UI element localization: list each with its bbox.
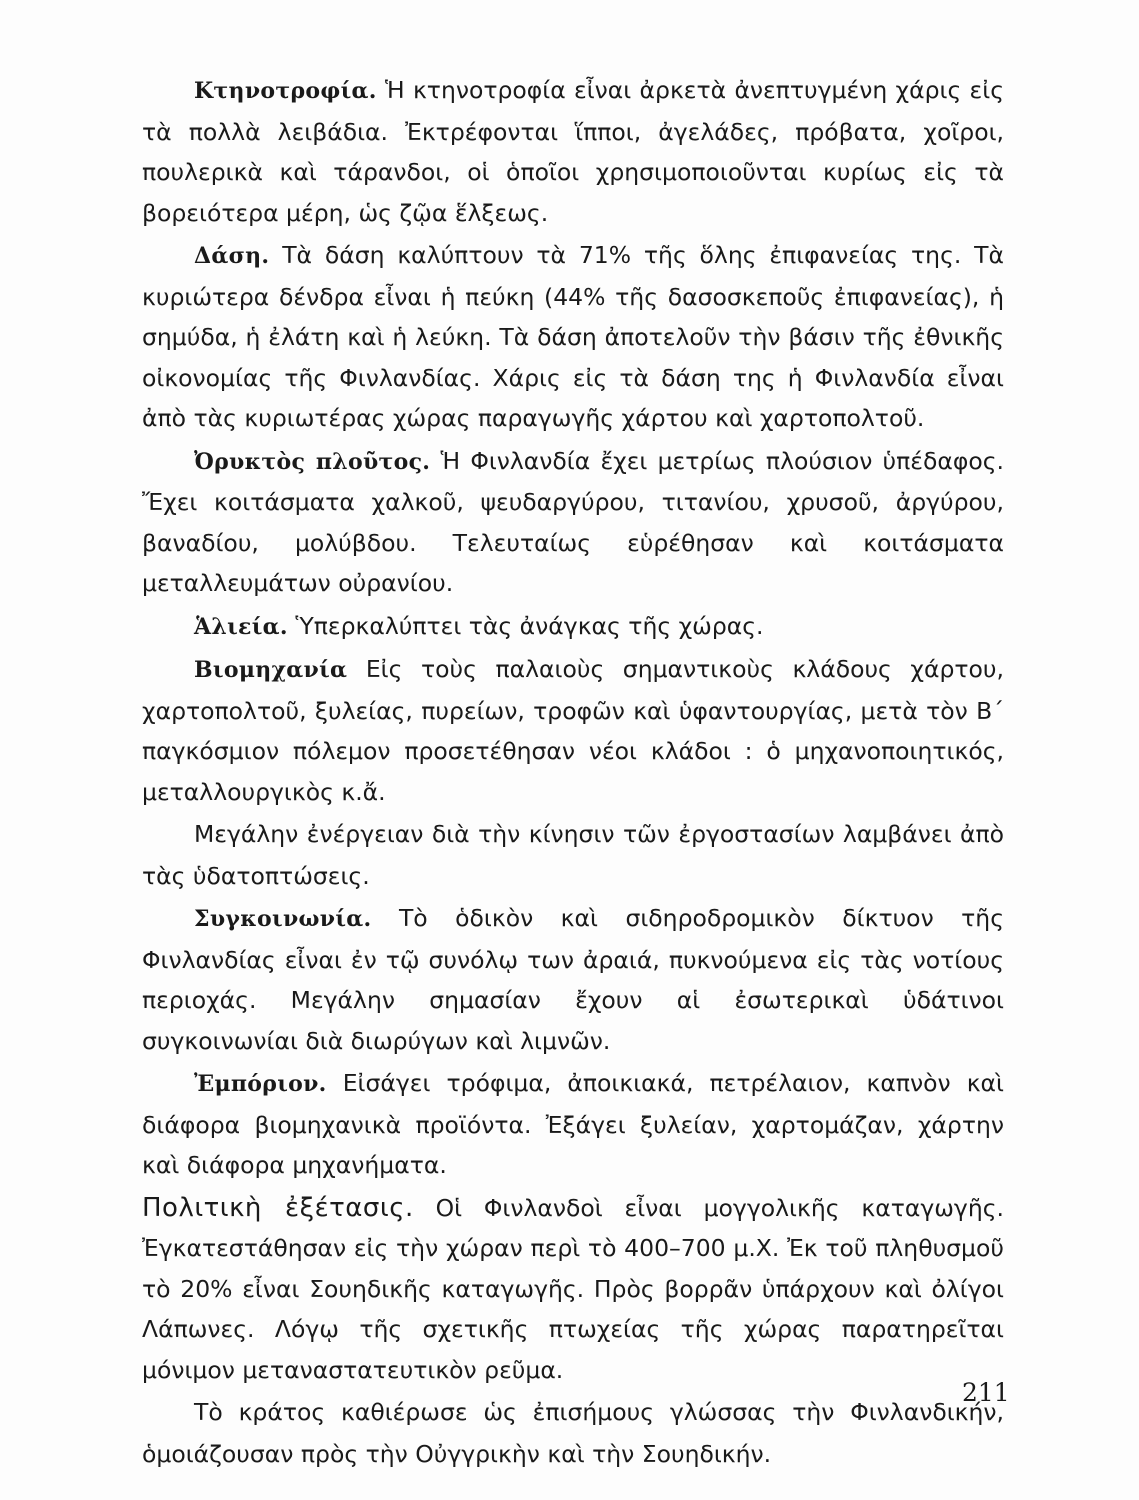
paragraph-industry (142, 649, 1004, 812)
text-trade: Εἰσάγει τρόφιμα, ἀποικιακά, πετρέλαιον, καπνὸν καὶ διάφορα βιομηχανικὰ προϊόντα. Ἐξάγει ξυλείαν, χαρτομάζαν, χάρτην καὶ διάφορα μηχανήματα. (142, 1069, 1004, 1179)
heading-transport: Συγκοινωνία. (194, 906, 372, 932)
paragraph-fishing (142, 606, 1004, 648)
page-number: 211 (962, 1378, 1010, 1407)
text-languages: Τὸ κράτος καθιέρωσε ὡς ἐπισήμους γλώσσας τὴν Φινλανδικήν, ὁμοιάζουσαν πρὸς τὴν Οὐγγρικὴν καὶ τὴν Σουηδικήν. (142, 1398, 1004, 1468)
heading-industry: Βιομηχανία (194, 657, 348, 683)
paragraph-languages (142, 1392, 1004, 1474)
heading-forests: Δάση. (194, 243, 270, 269)
text-transport: Τὸ ὁδικὸν καὶ σιδηροδρομικὸν δίκτυον τῆς Φινλανδίας εἶναι ἐν τῷ συνόλῳ των ἀραιά, πυκνούμενα εἰς τὰς νοτίους περιοχάς. Μεγάλην σημασίαν ἔχουν αἱ ἐσωτερικαὶ ὑδάτινοι συγκοινωνίαι διὰ διωρύγων καὶ λιμνῶν. (142, 904, 1004, 1055)
text-forests: Τὰ δάση καλύπτουν τὰ 71% τῆς ὅλης ἐπιφανείας της. Τὰ κυριώτερα δένδρα εἶναι ἡ πεύκη (44% τῆς δασοσκεποῦς ἐπιφανείας), ἡ σημύδα, ἡ ἐλάτη καὶ ἡ λεύκη. Τὰ δάση ἀποτελοῦν τὴν βάσιν τῆς ἐθνικῆς οἰκονομίας τῆς Φινλανδίας. Χάρις εἰς τὰ δάση της ἡ Φινλανδία εἶναι ἀπὸ τὰς κυριωτέρας χώρας παραγωγῆς χάρτου καὶ χαρτοπολτοῦ. (142, 241, 1004, 432)
heading-livestock: Κτηνοτροφία. (194, 78, 377, 104)
paragraph-forests (142, 235, 1004, 439)
paragraph-livestock (142, 70, 1004, 233)
body-text (142, 70, 1004, 1476)
paragraph-political (142, 1188, 1004, 1391)
paragraph-trade (142, 1063, 1004, 1186)
text-livestock: Ἡ κτηνοτροφία εἶναι ἀρκετὰ ἀνεπτυγμένη χάρις εἰς τὰ πολλὰ λειβάδια. Ἐκτρέφονται ἵπποι, ἀγελάδες, πρόβατα, χοῖροι, πουλερικὰ καὶ τάρανδοι, οἱ ὁποῖοι χρησιμοποιοῦνται κυρίως εἰς τὰ βορειότερα μέρη, ὡς ζῷα ἕλξεως. (142, 76, 1004, 227)
heading-fishing: Ἁλιεία. (194, 613, 288, 640)
heading-trade: Ἐμπόριον. (194, 1071, 327, 1097)
paragraph-industry-energy (142, 814, 1004, 896)
text-fishing: Ὑπερκαλύπτει τὰς ἀνάγκας τῆς χώρας. (287, 611, 764, 640)
paragraph-transport (142, 898, 1004, 1061)
text-industry-energy: Μεγάλην ἐνέργειαν διὰ τὴν κίνησιν τῶν ἐργοστασίων λαμβάνει ἀπὸ τὰς ὑδατοπτώσεις. (142, 820, 1004, 890)
text-industry: Εἰς τοὺς παλαιοὺς σημαντικοὺς κλάδους χάρτου, χαρτοπολτοῦ, ξυλείας, πυρείων, τροφῶν καὶ ὑφαντουργίας, μετὰ τὸν Β΄ παγκόσμιον πόλεμον προσετέθησαν νέοι κλάδοι : ὁ μηχανοποιητικός, μεταλλουργικὸς κ.ἄ. (142, 655, 1004, 806)
text-political: Οἱ Φινλανδοὶ εἶναι μογγολικῆς καταγωγῆς. Ἐγκατεστάθησαν εἰς τὴν χώραν περὶ τὸ 400–700 μ.Χ. Ἐκ τοῦ πληθυσμοῦ τὸ 20% εἶναι Σουηδικῆς καταγωγῆς. Πρὸς βορρᾶν ὑπάρχουν καὶ ὀλίγοι Λάπωνες. Λόγῳ τῆς σχετικῆς πτωχείας τῆς χώρας παρατηρεῖται μόνιμον μεταναστατευτικὸν ρεῦμα. (142, 1193, 1004, 1384)
heading-minerals: Ὀρυκτὸς πλοῦτος. (194, 448, 431, 475)
text-minerals: Ἡ Φινλανδία ἔχει μετρίως πλούσιον ὑπέδαφος. Ἔχει κοιτάσματα χαλκοῦ, ψευδαργύρου, τιτανίου, χρυσοῦ, ἀργύρου, βαναδίου, μολύβδου. Τελευταίως εὑρέθησαν καὶ κοιτάσματα μεταλλευμάτων οὐρανίου. (142, 446, 1004, 597)
paragraph-minerals (142, 441, 1004, 604)
heading-political: Πολιτικὴ ἐξέτασις. (142, 1192, 414, 1223)
